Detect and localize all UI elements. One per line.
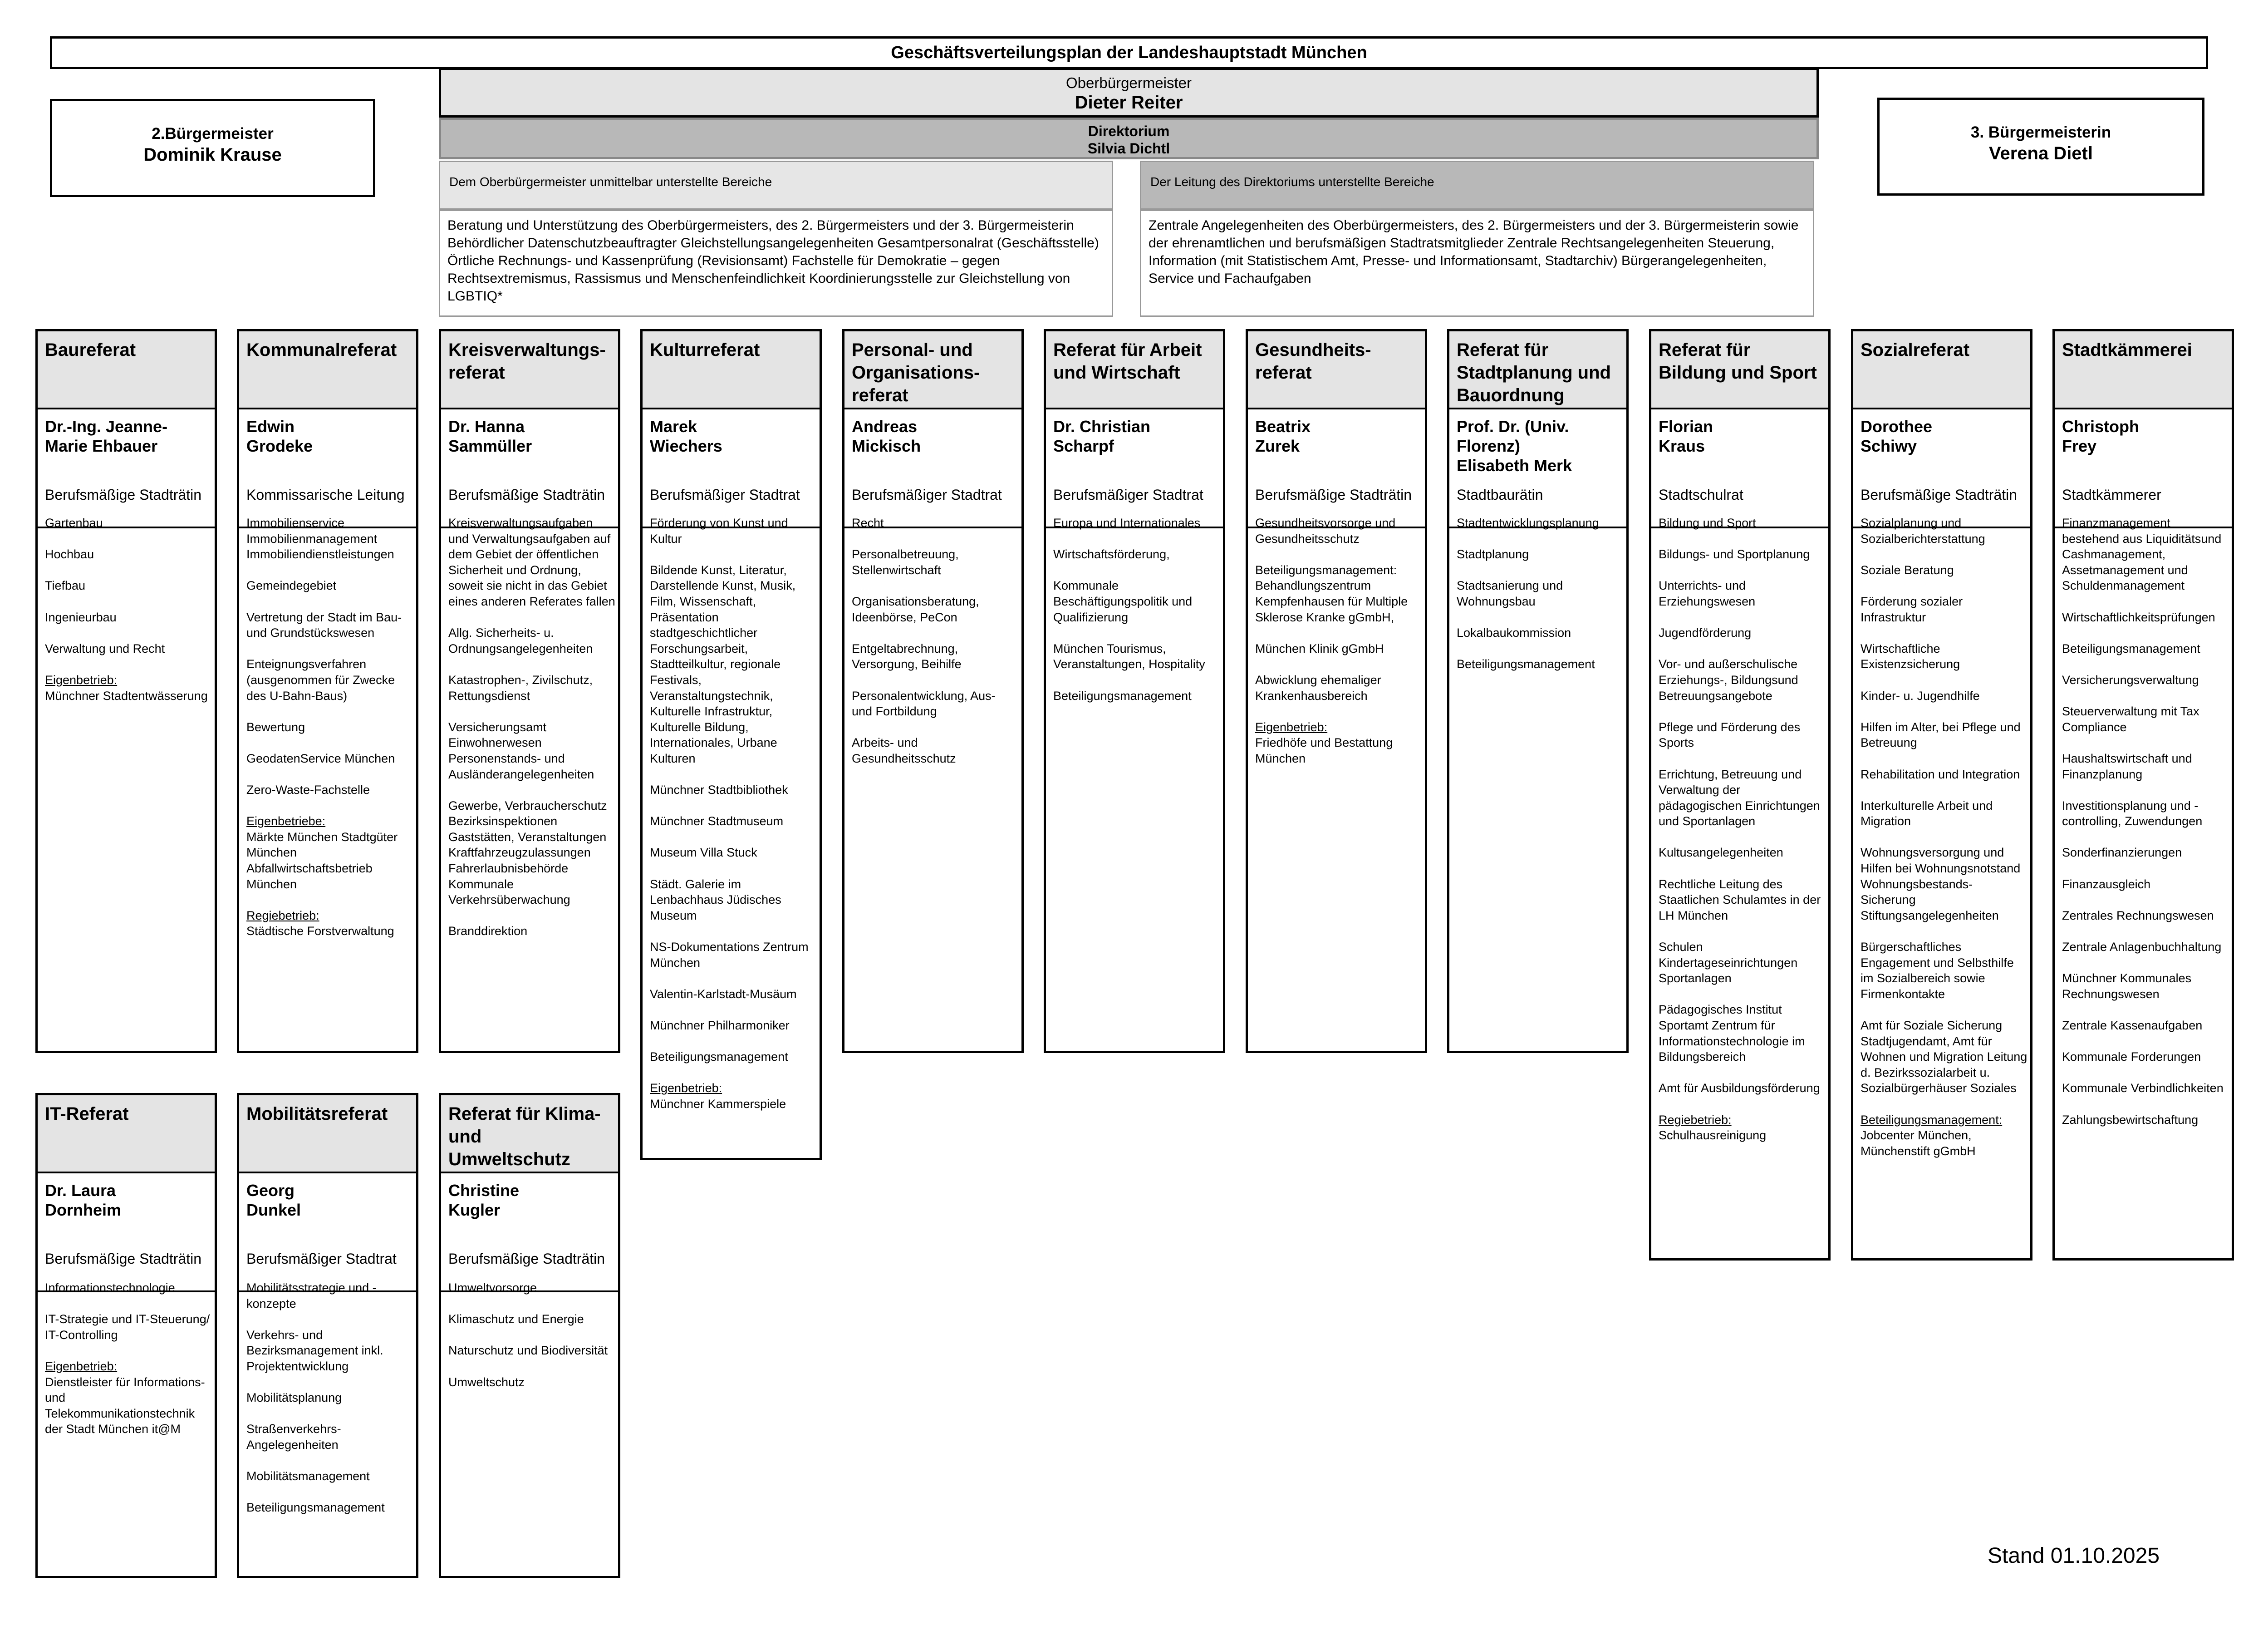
- department-item: Gesundheitsvorsorge und Gesundheitsschutz: [1255, 516, 1396, 546]
- department-title: Personal- und Organisations- referat: [844, 331, 1021, 409]
- department-title: Kulturreferat: [643, 331, 820, 409]
- department-item: Investitionsplanung und -controlling, Zuwendungen: [2062, 798, 2203, 828]
- department-item: Haushaltswirtschaft und Finanzplanung: [2062, 751, 2192, 781]
- department-item: IT-Strategie und IT-Steuerung/ IT-Controlling: [45, 1312, 210, 1342]
- department-item: Informationstechnologie: [45, 1281, 175, 1295]
- department-box: [35, 1093, 217, 1578]
- department-item: Wirtschaftsförderung,: [1053, 547, 1170, 561]
- department-item: Branddirektion: [448, 924, 528, 938]
- department-title: Stadtkämmerei: [2055, 331, 2232, 409]
- department-head-name: Edwin Grodeke: [246, 417, 313, 455]
- area-ob-text: Beratung und Unterstützung des Oberbürgermeisters, des 2. Bürgermeisters und der 3. Bürgermeisterin Behördlicher Datenschutzbeauftragter Gleichstellungsangelegenheiten Gesamtpersonalrat (Geschäftsstelle) Örtliche Rechnungs- und Kassenprüfung (Revisionsamt) Fachstelle für Demokratie – gegen Rechtsextremismus, Rassismus und Menschenfeindlichkeit Koordinierungsstelle zur Gleichstellung von LGBTIQ*: [439, 210, 1113, 317]
- department-head-function: Berufsmäßige Stadträtin: [45, 1251, 202, 1267]
- department-item: Mobilitätsmanagement: [246, 1469, 370, 1483]
- department-operation-block: [1861, 1112, 2027, 1159]
- department-operation-heading: Eigenbetrieb:: [45, 673, 118, 687]
- department-item: Beteiligungsmanagement: [2062, 641, 2200, 655]
- department-head-function: Berufsmäßiger Stadtrat: [852, 487, 1002, 503]
- department-head-name: Dr. Christian Scharpf: [1053, 417, 1151, 455]
- department-item: Allg. Sicherheits- u. Ordnungsangelegenheiten: [448, 626, 593, 655]
- department-title: Kommunalreferat: [239, 331, 416, 409]
- department-item: Soziale Beratung: [1861, 563, 1954, 577]
- department-item: Pflege und Förderung des Sports: [1659, 720, 1801, 750]
- department-item-list: [45, 1280, 212, 1453]
- department-item: Gartenbau: [45, 516, 103, 530]
- department-item: Vor- und außerschulische Erziehungs-, Bildungsund Betreuungsangebote: [1659, 657, 1798, 703]
- department-item: Kommunale Verbindlichkeiten: [2062, 1081, 2224, 1095]
- department-item: Arbeits- und Gesundheitsschutz: [852, 736, 956, 765]
- department-item: Wohnungsversorgung und Hilfen bei Wohnungsnotstand Wohnungsbestands-Sicherung Stiftungsangelegenheiten: [1861, 846, 2021, 922]
- department-item: Finanzausgleich: [2062, 877, 2151, 891]
- department-item: Kommunale Forderungen: [2062, 1050, 2201, 1064]
- department-item-list: [448, 515, 615, 955]
- department-item: Ingenieurbau: [45, 610, 117, 624]
- department-item-list: [45, 515, 212, 719]
- department-item-list: [1861, 515, 2027, 1175]
- department-item: Rehabilitation und Integration: [1861, 767, 2020, 781]
- area-dir-text: Zentrale Angelegenheiten des Oberbürgermeisters, des 2. Bürgermeisters und der 3. Bürgermeisterin sowie der ehrenamtlichen und berufsmäßigen Stadtratsmitglieder Zentrale Rechtsangelegenheiten Steuerung, Information (mit Statistischem Amt, Presse- und Informationsamt, Stadtarchiv) Bürgerangelegenheiten, Service und Fachaufgaben: [1140, 210, 1814, 317]
- department-head-name: Dr.-Ing. Jeanne- Marie Ehbauer: [45, 417, 168, 455]
- department-item-list: [2062, 515, 2229, 1143]
- department-operation-block: [1255, 719, 1422, 767]
- department-head-name: Dr. Hanna Sammüller: [448, 417, 532, 455]
- department-item: Münchner Philharmoniker: [650, 1019, 790, 1032]
- department-operation-heading: Regiebetrieb:: [1659, 1113, 1732, 1127]
- department-item: Beteiligungsmanagement: Behandlungszentrum Kempfenhausen für Multiple Sklerose Kranke gGmbH,: [1255, 563, 1408, 624]
- department-item: Wirtschaftliche Existenzsicherung: [1861, 641, 1960, 671]
- department-head-function: Berufsmäßige Stadträtin: [1255, 487, 1412, 503]
- department-operation-block: [246, 813, 413, 892]
- department-item-list: [1659, 515, 1826, 1159]
- department-item: Umweltvorsorge: [448, 1281, 537, 1295]
- department-operation-heading: Regiebetrieb:: [246, 908, 319, 922]
- department-head-name: Dr. Laura Dornheim: [45, 1181, 122, 1219]
- department-item: Hochbau: [45, 547, 94, 561]
- department-operation-text: Städtische Forstverwaltung: [246, 924, 394, 938]
- department-item: Münchner Stadtbibliothek: [650, 783, 788, 797]
- department-head-name: Christine Kugler: [448, 1181, 520, 1219]
- department-item: Sozialplanung und Sozialberichterstattung: [1861, 516, 1985, 546]
- mayor2-box: [50, 99, 375, 197]
- department-title: Referat für Stadtplanung und Bauordnung: [1449, 331, 1626, 409]
- department-item: Errichtung, Betreuung und Verwaltung der pädagogischen Einrichtungen und Sportanlagen: [1659, 767, 1820, 828]
- department-operation-block: [246, 908, 413, 939]
- department-item: Personalentwicklung, Aus- und Fortbildung: [852, 689, 996, 719]
- direktorium-label: Direktorium: [1088, 123, 1170, 139]
- department-operation-heading: Beteiligungsmanagement:: [1861, 1113, 2003, 1127]
- department-head-name: Christoph Frey: [2062, 417, 2139, 455]
- department-item: Stadtentwicklungsplanung: [1457, 516, 1599, 530]
- department-operation-block: [1659, 1112, 1826, 1143]
- department-item: Schulen Kindertageseinrichtungen Sportanlagen: [1659, 940, 1798, 985]
- department-item: Gewerbe, Verbraucherschutz Bezirksinspektionen Gaststätten, Veranstaltungen Kraftfahrzeugzulassungen Fahrerlaubnisbehörde Kommunale Verkehrsüberwachung: [448, 798, 607, 907]
- department-item: Kommunale Beschäftigungspolitik und Qualifizierung: [1053, 579, 1193, 624]
- department-item: Europa und Internationales: [1053, 516, 1201, 530]
- department-item-list: [1053, 515, 1220, 719]
- department-item-list: [1255, 515, 1422, 782]
- department-item: Beteiligungsmanagement: [650, 1050, 788, 1064]
- department-head-name: Georg Dunkel: [246, 1181, 301, 1219]
- department-item: Naturschutz und Biodiversität: [448, 1344, 608, 1358]
- department-box: [1447, 329, 1629, 1053]
- department-title: Baureferat: [38, 331, 215, 409]
- department-box: [842, 329, 1024, 1053]
- stand-date: Stand 01.10.2025: [1988, 1544, 2160, 1568]
- department-head-name: Prof. Dr. (Univ. Florenz) Elisabeth Merk: [1457, 417, 1572, 475]
- department-item: München Tourismus, Veranstaltungen, Hospitality: [1053, 641, 1205, 671]
- department-head-function: Berufsmäßiger Stadtrat: [650, 487, 800, 503]
- department-item: Pädagogisches Institut Sportamt Zentrum für Informationstechnologie im Bildungsbereich: [1659, 1003, 1805, 1064]
- department-operation-block: [650, 1080, 817, 1112]
- department-head-function: Berufsmäßige Stadträtin: [1861, 487, 2018, 503]
- direktorium-box: [439, 118, 1819, 159]
- department-box: [1851, 329, 2032, 1261]
- department-item: Zentrales Rechnungswesen: [2062, 908, 2214, 922]
- department-item: Vertretung der Stadt im Bau- und Grundstückswesen: [246, 610, 402, 640]
- department-item: Organisationsberatung, Ideenbörse, PeCon: [852, 594, 979, 624]
- department-item: Sonderfinanzierungen: [2062, 846, 2182, 860]
- department-item: Zero-Waste-Fachstelle: [246, 783, 370, 797]
- ob-role: Oberbürgermeister: [1066, 74, 1192, 91]
- department-item: Jugendförderung: [1659, 626, 1752, 640]
- department-operation-heading: Eigenbetrieb:: [1255, 720, 1328, 734]
- department-box: [439, 329, 620, 1053]
- department-operation-heading: Eigenbetrieb:: [650, 1081, 722, 1095]
- department-title: Mobilitätsreferat: [239, 1095, 416, 1173]
- department-title: IT-Referat: [38, 1095, 215, 1173]
- department-item: Beteiligungsmanagement: [1053, 689, 1192, 703]
- department-item: Zentrale Anlagenbuchhaltung: [2062, 940, 2222, 954]
- department-item-list: [852, 515, 1019, 782]
- department-operation-text: Münchner Kammerspiele: [650, 1097, 786, 1111]
- department-head-name: Marek Wiechers: [650, 417, 722, 455]
- department-box: [1044, 329, 1225, 1053]
- department-item: Münchner Stadtmuseum: [650, 814, 784, 828]
- department-head-function: Berufsmäßige Stadträtin: [45, 487, 202, 503]
- department-title: Sozialreferat: [1853, 331, 2030, 409]
- department-item: Hilfen im Alter, bei Pflege und Betreuung: [1861, 720, 2021, 750]
- department-operation-text: Jobcenter München, Münchenstift gGmbH: [1861, 1128, 1976, 1158]
- department-head-name: Andreas Mickisch: [852, 417, 921, 455]
- department-item: Valentin-Karlstadt-Musäum: [650, 987, 797, 1001]
- department-head-function: Kommissarische Leitung: [246, 487, 405, 503]
- department-title: Gesundheits- referat: [1248, 331, 1425, 409]
- mayor2-name: Dominik Krause: [143, 145, 282, 165]
- department-item: Gemeindegebiet: [246, 579, 337, 593]
- department-item: Amt für Ausbildungsförderung: [1659, 1081, 1820, 1095]
- department-box: [35, 329, 217, 1053]
- department-item: Bildung und Sport: [1659, 516, 1756, 530]
- department-item: Förderung von Kunst und Kultur: [650, 516, 788, 546]
- department-item: Stadtplanung: [1457, 547, 1529, 561]
- department-item: Amt für Soziale Sicherung Stadtjugendamt, Amt für Wohnen und Migration Leitung d. Bezirkssozialarbeit u. Sozialbürgerhäuser Soziales: [1861, 1019, 2027, 1095]
- department-item: Klimaschutz und Energie: [448, 1312, 584, 1326]
- department-item: Beteiligungsmanagement: [246, 1501, 385, 1515]
- department-item: NS-Dokumentations Zentrum München: [650, 940, 809, 970]
- department-operation-text: Münchner Stadtentwässerung: [45, 689, 208, 703]
- area-dir-heading: Der Leitung des Direktoriums unterstellte Bereiche: [1140, 161, 1814, 210]
- department-item: GeodatenService München: [246, 751, 395, 765]
- mayor2-role: 2.Bürgermeister: [152, 125, 274, 143]
- department-operation-block: [45, 672, 212, 704]
- department-head-function: Stadtkämmerer: [2062, 487, 2161, 503]
- department-item: Lokalbaukommission: [1457, 626, 1571, 640]
- department-item: Interkulturelle Arbeit und Migration: [1861, 798, 1993, 828]
- department-box: [1649, 329, 1831, 1261]
- department-item: Zahlungsbewirtschaftung: [2062, 1113, 2199, 1127]
- department-item: Förderung sozialer Infrastruktur: [1861, 594, 1963, 624]
- department-item: Katastrophen-, Zivilschutz, Rettungsdienst: [448, 673, 593, 703]
- department-head-function: Stadtschulrat: [1659, 487, 1743, 503]
- department-item: Mobilitätsplanung: [246, 1391, 342, 1405]
- department-item-list: [650, 515, 817, 1128]
- department-item: Museum Villa Stuck: [650, 846, 757, 860]
- department-item: Verwaltung und Recht: [45, 641, 165, 655]
- department-item-list: [448, 1280, 615, 1406]
- department-item: Bildende Kunst, Literatur, Darstellende Kunst, Musik, Film, Wissenschaft, Präsentation stadtgeschichtlicher Forschungsarbeit, Stadtteilkultur, regionale Festivals, Veranstaltungstechnik, Kulturelle Infrastruktur, Kulturelle Bildung, Internationales, Urbane Kulturen: [650, 563, 796, 765]
- department-operation-heading: Eigenbetriebe:: [246, 814, 326, 828]
- department-item: Bildungs- und Sportplanung: [1659, 547, 1810, 561]
- department-item: Recht: [852, 516, 884, 530]
- department-item: Versicherungsverwaltung: [2062, 673, 2199, 687]
- department-title: Referat für Klima- und Umweltschutz: [441, 1095, 618, 1173]
- direktorium-name: Silvia Dichtl: [1087, 140, 1170, 157]
- department-head-function: Berufsmäßige Stadträtin: [448, 487, 605, 503]
- department-item: Städt. Galerie im Lenbachhaus Jüdisches Museum: [650, 877, 781, 922]
- department-item: Bürgerschaftliches Engagement und Selbsthilfe im Sozialbereich sowie Firmenkontakte: [1861, 940, 2014, 1001]
- department-head-function: Berufsmäßiger Stadtrat: [246, 1251, 397, 1267]
- department-item: Immobilienservice Immobilienmanagement Immobiliendienstleistungen: [246, 516, 394, 561]
- department-item: Versicherungsamt Einwohnerwesen Personenstands- und Ausländerangelegenheiten: [448, 720, 594, 781]
- department-item: Kinder- u. Jugendhilfe: [1861, 689, 1980, 703]
- mayor3-role: 3. Bürgermeisterin: [1970, 123, 2111, 141]
- department-item: Beteiligungsmanagement: [1457, 657, 1595, 671]
- department-item: Personalbetreuung, Stellenwirtschaft: [852, 547, 959, 577]
- department-head-name: Florian Kraus: [1659, 417, 1713, 455]
- department-item: Bewertung: [246, 720, 305, 734]
- department-head-name: Beatrix Zurek: [1255, 417, 1311, 455]
- department-item: Zentrale Kassenaufgaben: [2062, 1019, 2203, 1032]
- department-box: [439, 1093, 620, 1578]
- department-item: Entgeltabrechnung, Versorgung, Beihilfe: [852, 641, 962, 671]
- department-item: Kultusangelegenheiten: [1659, 846, 1783, 860]
- department-box: [1246, 329, 1427, 1053]
- department-title: Kreisverwaltungs- referat: [441, 331, 618, 409]
- department-box: [237, 329, 418, 1053]
- department-operation-text: Friedhöfe und Bestattung München: [1255, 736, 1393, 765]
- department-title: Referat für Arbeit und Wirtschaft: [1046, 331, 1223, 409]
- department-item: München Klinik gGmbH: [1255, 641, 1384, 655]
- department-box: [640, 329, 822, 1160]
- department-item: Finanzmanagement bestehend aus Liquiditätsund Cashmanagement, Assetmanagement und Schuldenmanagement: [2062, 516, 2222, 593]
- department-title: Referat für Bildung und Sport: [1651, 331, 1828, 409]
- department-head-function: Berufsmäßiger Stadtrat: [1053, 487, 1203, 503]
- department-item: Tiefbau: [45, 579, 86, 593]
- ob-box: [439, 68, 1819, 118]
- page-title: Geschäftsverteilungsplan der Landeshauptstadt München: [50, 36, 2208, 69]
- department-item: Stadtsanierung und Wohnungsbau: [1457, 579, 1563, 608]
- mayor3-box: [1877, 98, 2204, 196]
- department-operation-heading: Eigenbetrieb:: [45, 1359, 118, 1373]
- department-item: Unterrichts- und Erziehungswesen: [1659, 579, 1756, 608]
- department-item: Münchner Kommunales Rechnungswesen: [2062, 971, 2192, 1001]
- department-operation-text: Schulhausreinigung: [1659, 1128, 1767, 1142]
- department-item: Steuerverwaltung mit Tax Compliance: [2062, 704, 2199, 734]
- department-item: Mobilitätsstrategie und -konzepte: [246, 1281, 377, 1310]
- department-head-function: Berufsmäßige Stadträtin: [448, 1251, 605, 1267]
- department-item-list: [246, 515, 413, 955]
- department-head-function: Stadtbaurätin: [1457, 487, 1543, 503]
- department-head-name: Dorothee Schiwy: [1861, 417, 1933, 455]
- department-item: Wirtschaftlichkeitsprüfungen: [2062, 610, 2215, 624]
- department-operation-block: [45, 1359, 212, 1437]
- department-item: Kreisverwaltungsaufgaben und Verwaltungsaufgaben auf dem Gebiet der öffentlichen Sicherheit und Ordnung, soweit sie nicht in das Gebiet eines anderen Referates fallen: [448, 516, 615, 608]
- department-operation-text: Dienstleister für Informations- und Telekommunikationstechnik der Stadt München it@M: [45, 1375, 205, 1436]
- department-item: Abwicklung ehemaliger Krankenhausbereich: [1255, 673, 1381, 703]
- department-item-list: [246, 1280, 413, 1532]
- mayor3-name: Verena Dietl: [1988, 143, 2093, 163]
- department-item: Rechtliche Leitung des Staatlichen Schulamtes in der LH München: [1659, 877, 1821, 922]
- department-item: Verkehrs- und Bezirksmanagement inkl. Projektentwicklung: [246, 1328, 383, 1373]
- ob-name: Dieter Reiter: [1075, 93, 1183, 113]
- area-ob-heading: Dem Oberbürgermeister unmittelbar unterstellte Bereiche: [439, 161, 1113, 210]
- department-item: Umweltschutz: [448, 1375, 525, 1389]
- department-item: Straßenverkehrs-Angelegenheiten: [246, 1422, 341, 1452]
- department-operation-text: Märkte München Stadtgüter München Abfallwirtschaftsbetrieb München: [246, 830, 398, 891]
- department-item-list: [1457, 515, 1624, 688]
- department-box: [2052, 329, 2234, 1261]
- department-item: Enteignungsverfahren (ausgenommen für Zwecke des U-Bahn-Baus): [246, 657, 395, 703]
- department-box: [237, 1093, 418, 1578]
